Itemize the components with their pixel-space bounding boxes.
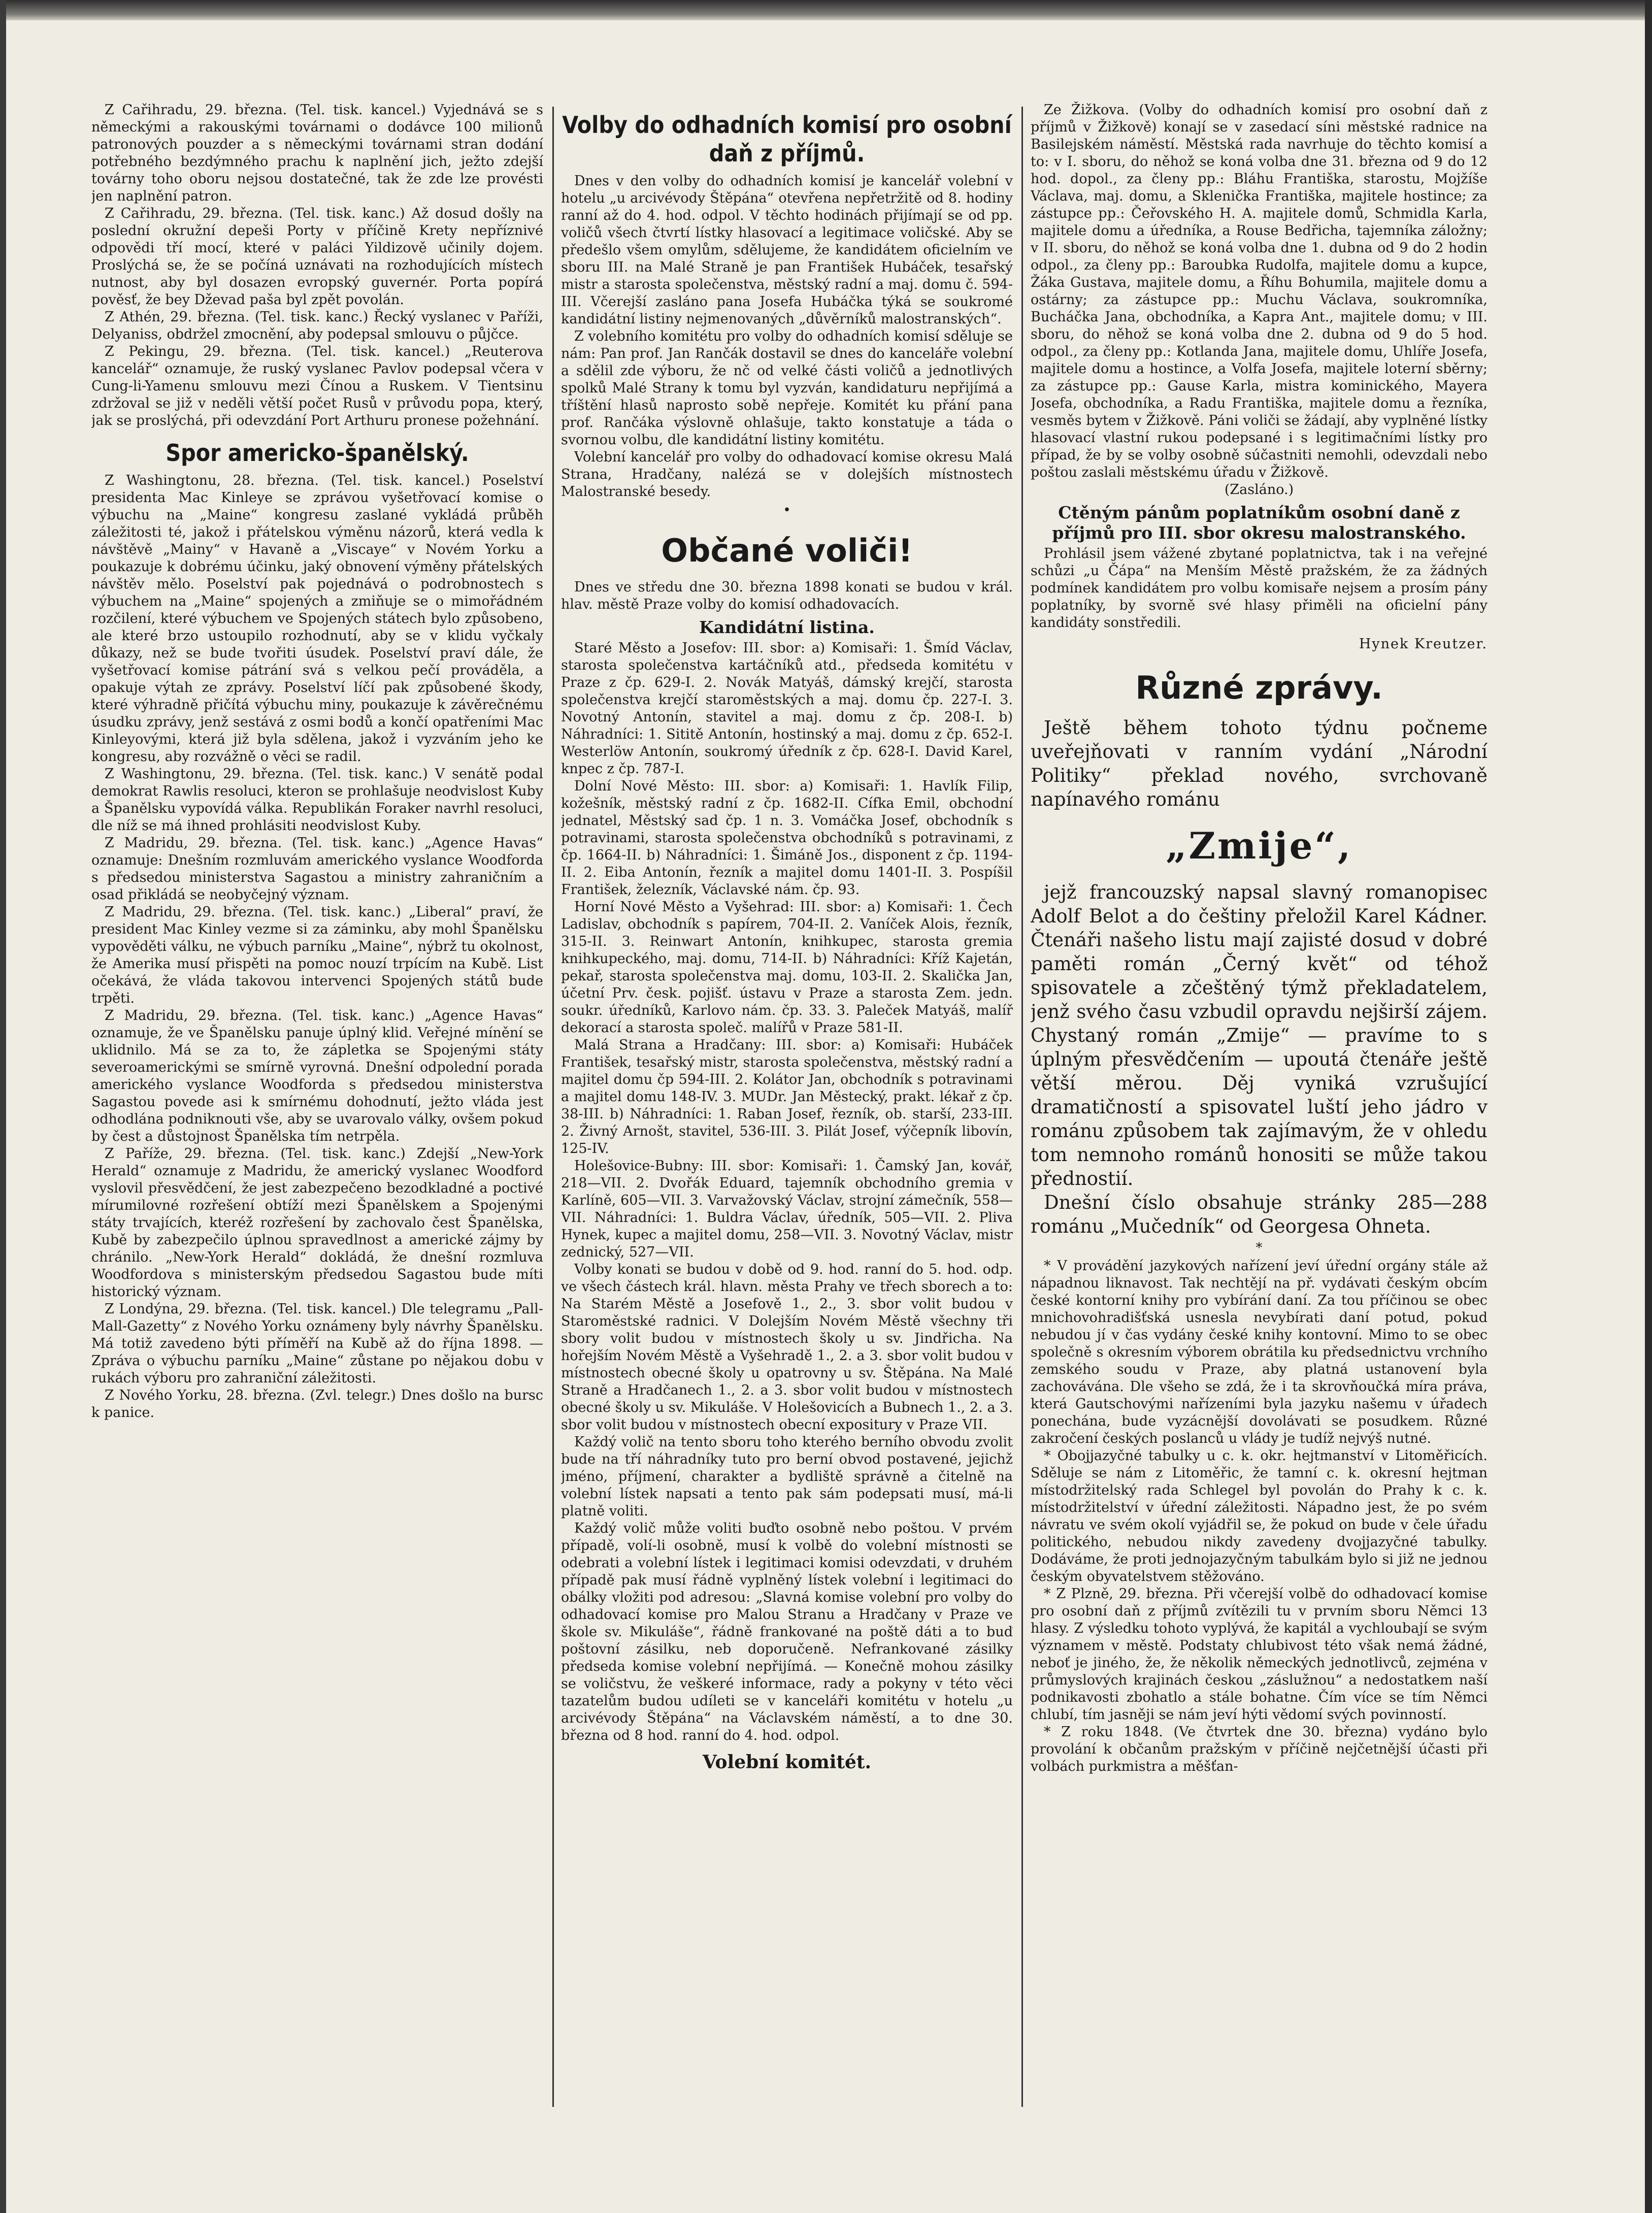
section-heading: Volby do odhadních komisí pro osobní daň z příjmů. [562,111,1012,167]
news-paragraph: Z Cařihradu, 29. března. (Tel. tisk. kancel.) Vyjednává se s německými a rakouskými továrnami o dodávce 100 milionů patronových pouzder a s německými továrnami stran dodání potřebného bezdýmného prachu k naplnění jich, ježto zdejší továrny toho oboru nejsou dostatečné, tak že zde lze provésti jen naplnění patron. [91,102,543,204]
news-paragraph: * Z roku 1848. (Ve čtvrtek dne 30. března) vydáno bylo provolání k občanům pražským v příčině nejčetnější účasti při volbách purkmistra a měšťan- [1031,1724,1488,1774]
candidate-list-paragraph: Horní Nové Město a Vyšehrad: III. sbor: a) Komisaři: 1. Čech Ladislav, obchodník s papírem, 704-II. 2. Vaníček Alois, řezník, 315-II. 3. Reinwart Antonín, knihkupec, starosta gremia knihkupeckého, maj. domu, 714-II. b) Náhradníci: Kříž Kajetán, pekař, starosta společenstva maj. domu, 103-II. 2. Skalička Jan, účetní Prv. česk. pojišť. ústavu v Praze a starosta Zem. jedn. soukr. úředníků, Karlovo nám. čp. 33. 3. Paleček Matyáš, malíř dekorací a starosta společ. malířů v Praze 581-II. [561,899,1013,1036]
candidate-list-paragraph: Malá Strana a Hradčany: III. sbor: a) Komisaři: Hubáček František, tesařský mistr, starosta společenstva, městský radní a majitel domu čp 594-III. 2. Kolátor Jan, obchodník s potravinami a majitel domu 148-IV. 3. MUDr. Jan Městecký, prakt. lékař z čp. 38-III. b) Náhradníci: 1. Raban Josef, řezník, ob. starší, 233-III. 2. Živný Arnošt, stavitel, 536-III. 3. Pilát Josef, výčepník libovín, 125-IV. [561,1037,1013,1157]
news-paragraph: * Z Plzně, 29. března. Při včerejší volbě do odhadovací komise pro osobní daň z příjmů zvítězili tu v prvním sboru Němci 13 hlasy. Z výsledku tohoto vyplývá, že kapitál a vychloubají se svým významem v městě. Podstaty chlubivost této však nemá žádné, neboť je jiného, že, že několik německých jednotlivců, zejména v průmyslových krajinách českou „záslužnou“ a nedostatkem naší podnikavosti zbohatlo a stále bohatne. Čím více se tím Němci chlubí, tím jasněji se nám jeví hýti vědomí svých povinností. [1031,1586,1488,1723]
column-rule [1021,107,1023,2107]
news-paragraph: jejž francouzský napsal slavný romanopisec Adolf Belot a do češtiny přeložil Karel Kádner. Čtenáři našeho listu mají zajisté dosud v dobré paměti román „Černý květ“ od téhož spisovatele a zčeštěný týmž překladatelem, jenž svého času vzbudil opravdu nejširší zájem. Chystaný román „Zmije“ — pravíme to s úplným přesvědčením — upoutá čtenáře ještě větší měrou. Děj vyniká vzrušující dramatičností a spisovatel luští jeho jádro v románu způsobem tak zajímavým, že v ohledu tom nemnoho románů honositi se může takou přednostií. [1031,881,1488,1190]
news-paragraph: Z Nového Yorku, 28. března. (Zvl. telegr.) Dnes došlo na bursc k panice. [91,1388,543,1421]
scan-right-edge [1645,0,1652,2213]
column-right [1031,102,1488,2193]
news-paragraph: Volby konati se budou v době od 9. hod. ranní do 5. hod. odp. ve všech částech král. hlavn. města Prahy ve třech sborech a to: Na Starém Městě a Josefově 1., 2., 3. sbor volit budou v Staroměstské radnici. V Dolejším Novém Městě všechny tři sbory volit budou v místnostech školy u sv. Jindřicha. Na hořejším Novém Městě a Vyšehradě 1., 2. a 3. sbor volit budou v místnostech obecné školy u opatrovny u sv. Štěpána. Na Malé Straně a Hradčanech 1., 2. a 3. sbor volit budou v místnostech obecné školy u sv. Mikuláše. V Holešovicích a Bubnech 1., 2. a 3. sbor volit budou v místnostech obecní expositury v Praze VII. [561,1262,1013,1433]
signature: Volební komitét. [702,1752,872,1773]
column-middle [561,102,1013,2193]
news-paragraph: Z Washingtonu, 28. března. (Tel. tisk. kancel.) Poselství presidenta Mac Kinleye se zprávou vyšetřovací komise o výbuchu na „Maine“ kongresu zaslané vykládá průběh záležitosti té, jakož i přátelskou výměnu názorů, která vedla k návštěvě „Mainy“ v Havaně a „Viscaye“ v Novém Yorku a poukazuje k dobrému účinku, jaký obnovení výměny přátelských návštěv mělo. Poselství pak pojednává o podrobnostech s výbuchem na „Maine“ spojených a zmiňuje se o mimořádném rozčilení, které výbuchem ve Spojených státech bylo způsobeno, ale které brzo ustoupilo rozhodnutí, aby se v klidu vyčkaly důkazy, než se bude tvořiti úsudek. Poselství praví dále, že vyšetřovací komise pátrání svá s velkou pečí prováděla, a opakuje výtah ze zprávy. Poselství líčí pak způsobené škody, které výhradně přičítá výbuchu miny, poukazuje k závěrečnému úsudku zprávy, jenž sestává z osmi bodů a končí opatřeními Mac Kinleyovými, která již byla sdělena, jakož i vyzváním jeho ke kongresu, aby rozvážně o věci se radil. [91,473,543,765]
news-paragraph: Z Londýna, 29. března. (Tel. tisk. kancel.) Dle telegramu „Pall-Mall-Gazetty“ z Nového Yorku oznámeny byly návrhy Španělsku. Má totiž zavedeno býti příměří na Kubě až do října 1898. — Zpráva o výbuchu parníku „Maine“ zůstane po nějakou dobu v rukách výboru pro zahraniční záležitosti. [91,1301,543,1386]
news-paragraph: Z Washingtonu, 29. března. (Tel. tisk. kanc.) V senátě podal demokrat Rawlis resoluci, kteron se prohlašuje neodvislost Kuby a Španělsku vypovídá válka. Republikán Foraker navrhl resoluci, dle níž se má ihned prohlásiti neodvislost Kuby. [91,766,543,834]
news-paragraph: Prohlásil jsem vážené zbytané poplatnictva, tak i na veřejné schůzi „u Čápa“ na Menším Městě pražském, že za žádných podmínek kandidátem pro volbu komisaře nejsem a prosím pány poplatníky, by svorně své hlasy přiměli na oficielní pány kandidáty sonstředili. [1031,546,1488,631]
news-paragraph: Dnes ve středu dne 30. března 1898 konati se budou v král. hlav. městě Praze volby do komisí odhadovacích. [561,579,1013,612]
news-paragraph: * Obojjazyčné tabulky u c. k. okr. hejtmanství v Litoměřicích. Sděluje se nám z Litoměřic, že tamní c. k. okresní hejtman místodržitelský rada Schlegel byl povolán do Prahy k c. k. místodržitelství v úřední záležitosti. Nápadno jest, že po svém návratu ve svém okolí vyjádřil se, že pokud on bude v čele úřadu politického, nebudou nikdy zavedeny dvojjazyčné tabulky. Dodáváme, že proti jednojazyčným tabulkám bylo si již ne jednou českým obyvatelstvem stěžováno. [1031,1448,1488,1584]
news-paragraph: Z Paříže, 29. března. (Tel. tisk. kanc.) Zdejší „New-York Herald“ oznamuje z Madridu, že americký vyslanec Woodford vyslovil přesvědčení, že jest zabezpečeno bezodkladné a poctivé mírumilovné rozřešení obtíží mezi Španělskem a Spojenými státy trvajících, kteréž rozřešení by zachovalo čest Španělska, Kubě by zabezpečilo úplnou spravedlnost a americké zájmy by chránilo. „New-York Herald“ dokládá, že dnešní rozmluva Woodfordova s ministerským předsedou Sagastou bude míti historický význam. [91,1146,543,1300]
news-paragraph: Z Madridu, 29. března. (Tel. tisk. kanc.) „Liberal“ praví, že president Mac Kinley vezme si za záminku, aby mohl Španělsku vypověděti válku, ne výbuch parníku „Maine“, nýbrž tu okolnost, že Amerika musí přispěti na pomoc nouzí trpícím na Kubě. List očekává, že vláda takovou intervenci Spojených států bude trpěti. [91,904,543,1006]
ornament: • [783,503,791,518]
news-paragraph: Ze Žižkova. (Volby do odhadních komisí pro osobní daň z příjmů v Žižkově) konají se v zasedací síni městské radnice na Basilejském náměstí. Městská rada navrhuje do těchto komisí a to: v I. sboru, do něhož se koná volba dne 31. března od 9 do 12 hod. dopol., za členy pp.: Bláhu Františka, starostu, Mojžíše Václava, maj. domu, a Sklenička Františka, majitele hostince; za zástupce pp.: Čeřovského H. A. majitele domů, Schmidla Karla, majitele domu a úředníka, a Rouse Bedřicha, tajemníka záložny; v II. sboru, do něhož se koná volba dne 1. dubna od 9 do 2 hodin odpol., za členy pp.: Baroubka Rudolfa, majitele domu a kupce, Žáka Gustava, majitele domu, a Říhu Bohumila, majitele domu a ostárny; za zástupce pp.: Muchu Václava, soukromníka, Bucháčka Jana, obchodníka, a Kapra Ant., majitele domu; v III. sboru, do něhož se koná volba dne 2. dubna od 9 do 5 hod. odpol., za členy pp.: Kotlanda Jana, majitele domu, Uhlíře Josefa, majitele domu a hostince, a Volfa Josefa, majitele loterní sběrny; za zástupce pp.: Gause Karla, mistra kominického, Mayera Josefa, obchodníka, a Radu Františka, majitele domu a řezníka, vesměs bytem v Žižkově. Páni voliči se žádají, aby vyplněné lístky hlasovací vlastní rukou podepsané i s legitimačními lístky pro případ, že by se volby osobně súčastniti nemohli, odevzdali nebo poštou zaslali městskému úřadu v Žižkově. [1031,102,1488,480]
candidate-list-paragraph: Dolní Nové Město: III. sbor: a) Komisaři: 1. Havlík Filip, kožešník, městský radní z čp. 1682-II. Cífka Emil, obchodní jednatel, Městský sad čp. 1 n. 3. Vomáčka Josef, obchodník s potravinami, starosta společenstva obchodníků s potravinami, z čp. 1664-II. b) Náhradníci: 1. Šimáně Jos., disponent z čp. 1194-II. 2. Eiba Antonín, řezník a majitel domu 1401-II. 3. Pospíšil František, železník, Václavské nám. čp. 93. [561,778,1013,898]
news-paragraph: Dnešní číslo obsahuje stránky 285—288 románu „Mučedník“ od Georgesa Ohneta. [1031,1192,1488,1237]
announcement-heading: Občané voliči! [661,532,913,569]
news-paragraph: Z volebního komitétu pro volby do odhadních komisí sděluje se nám: Pan prof. Jan Rančák dostavil se dnes do kanceláře volební a sdělil zde výboru, že nč od velké části voličů a jednotlivých spolků Malé Strany k tomu byl vyzván, kandidaturu nepřijímá a tříštění hlasů naprosto sobě nepřeje. Komitét ku přání pana prof. Rančáka výslovně ohlašuje, takto konstatuje a táda o svornou volbu, dle kandidátní listiny komitétu. [561,328,1013,448]
ornament: * [1255,1240,1263,1256]
news-paragraph: Z Athén, 29. března. (Tel. tisk. kanc.) Řecký vyslanec v Paříži, Delyaniss, obdržel zmocnění, aby podepsal smlouvu o půjčce. [91,309,543,342]
scan-top-edge [0,0,1652,20]
scan-left-edge [0,0,6,2213]
subheading: Ctěným pánům poplatníkům osobní daně z příjmů pro III. sbor okresu malostranského. [1052,503,1466,543]
news-paragraph: Každý volič na tento sboru toho kterého berního obvodu zvolit bude na tří náhradníky tuto pro berní obvod postavené, jejichž jméno, příjmení, charakter a bydliště správně a čitelně na volební lístek napsati a tento pak sám podepsati musí, má-li platně voliti. [561,1434,1013,1519]
section-heading: Spor americko-španělský. [166,439,469,467]
news-paragraph: Z Madridu, 29. března. (Tel. tisk. kanc.) „Agence Havas“ oznamuje, že ve Španělsku panuje úplný klid. Veřejné mínění se uklidnilo. Má se za to, že zápletka se Spojenými státy severoamerickými se smírně vyrovná. Dnešní odpolední porada amerického vyslance Woodforda s předsedou ministerstva Sagastou povede asi k smírnému dohodnutí, ježto vláda jest odhodlána podniknouti vše, aby se uvarovalo války, ovšem pokud by čest a důstojnost Španělska tím netrpěla. [91,1008,543,1144]
news-paragraph: Dnes v den volby do odhadních komisí je kancelář volební v hotelu „u arcivévody Štěpána“ otevřena nepřetržitě od 8. hodiny ranní až do 4. hod. odpol. V těchto hodinách přijímají se od pp. voličů všech čtvrtí lístky hlasovací a legitimace voličské. Aby se předešlo všem omylům, sdělujeme, že kandidátem oficielním ve sboru III. na Malé Straně je pan František Hubáček, tesařský mistr a starosta společenstva, městský radní a maj. domu č. 594-III. Včerejší zasláno pana Josefa Hubáčka týká se soukromé kandidátní listiny nejmenovaných „důvěrníků malostranských“. [561,173,1013,327]
news-paragraph: Z Cařihradu, 29. března. (Tel. tisk. kanc.) Až dosud došly na poslední okružní depeši Porty v příčině Krety nepříznivé odpovědi tří mocí, které v paláci Yildizově učinily dojem. Proslýchá se, že se počíná uznávati na rozhodujících místech nutnost, aby byl dosazen evropský guvernér. Porta popírá pověsť, že bey Dževad paša byl zpět povolán. [91,206,543,308]
section-heading: Různé zprávy. [1135,669,1383,706]
column-left [91,102,543,2193]
column-rule [552,107,554,2107]
news-paragraph: Ještě během tohoto týdnu počneme uveřejňovati v ranním vydání „Národní Politiky“ překlad nového, svrchovaně napínavého románu [1031,717,1488,810]
news-paragraph: Volební kancelář pro volby do odhadovací komise okresu Malá Strana, Hradčany, nalézá se v dolejších místnostech Malostranské besedy. [561,449,1013,500]
zaslano-label: (Zasláno.) [1224,482,1294,498]
news-paragraph: Každý volič může voliti buďto osobně nebo poštou. V prvém případě, volí-li osobně, musí k volbě do volební místnosti se odebrati a volební lístek i legitimaci komisi odevzdati, v druhém případě pak musí řádně vyplněný lístek volební i legitimaci do obálky vložiti pod adresou: „Slavná komise volební pro volby do odhadovací komise pro Malou Stranu a Hradčany v Praze ve škole sv. Mikuláše“, řádně frankované na poště dáti a to buď poštovní zásilku, neb doporučeně. Nefrankované zásilky předseda komise volební nepřijímá. — Konečně mohou zásilky se voličstvu, že veškeré informace, rady a pokyny v této věci tazatelům budou udíleti se v kanceláři komitétu v hotelu „u arcivévody Štěpána“ na Václavském náměstí, a to dne 30. března od 8 hod. ranní do 4. hod. odpol. [561,1521,1013,1743]
candidate-list-paragraph: Holešovice-Bubny: III. sbor: Komisaři: 1. Čamský Jan, kovář, 218—VII. 2. Dvořák Eduard, tajemník obchodního gremia v Karlíně, 605—VII. 3. Varvažovský Václav, strojní zámečník, 558—VII. Náhradníci: 1. Buldra Václav, úředník, 505—VII. 2. Pliva Hynek, kupec a majitel domu, 258—VII. 3. Novotný Václav, mistr zednický, 527—VII. [561,1158,1013,1260]
candidate-list-paragraph: Staré Město a Josefov: III. sbor: a) Komisaři: 1. Šmíd Václav, starosta společenstva kartáčníků atd., předseda komitétu v Praze z čp. 629-I. 2. Novák Matyáš, dámský krejčí, starosta společenstva krejčí staroměstských a maj. domu čp. 227-I. 3. Novotný Antonín, stavitel a maj. domu z čp. 208-I. b) Náhradníci: 1. Sititě Antonín, hostinský a maj. domu z čp. 652-I. Westerlöw Antonín, soukromý úředník z čp. 628-I. David Karel, knpec z čp. 787-I. [561,640,1013,777]
news-paragraph: * V provádění jazykových nařízení jeví úřední orgány stále až nápadnou liknavost. Tak nechtějí na př. vydávati českým obcím české kontorní knihy pro vybírání daní. Za tou příčinou se obec mnichovohradišťská usnesla nevybírati daní potud, pokud nebudou jí v čas vydány české knihy kontovní. Mimo to se obec společně s okresním výborem obrátila ku předsednictvu vrchního zemského soudu v Praze, aby platná ustanovení byla zachovávána. Dle všeho se zdá, že i ta skrovňoučká míra práva, která Gautschovými nařízeními byla jazyku našemu v úřadech ponechána, bude vyzácnější dovolávati se posudkem. Různé zakročení českých poslanců u vlády je tudíž nejvýš nutné. [1031,1258,1488,1446]
novel-title: „Zmije“, [1166,824,1352,867]
signature: Hynek Kreutzer. [1359,636,1488,652]
news-paragraph: Z Pekingu, 29. března. (Tel. tisk. kancel.) „Reuterova kancelář“ oznamuje, že ruský vyslanec Pavlov podepsal včera v Cung-li-Yamenu smlouvu mezi Čínou a Ruskem. V Tientsinu zdržoval se již v neděli větší počet Rusů v průvodu popa, který, jak se proslýchá, při odevzdání Port Arthuru pronese požehnání. [91,344,543,428]
subheading: Kandidátní listina. [699,617,875,637]
news-paragraph: Z Madridu, 29. března. (Tel. tisk. kanc.) „Agence Havas“ oznamuje: Dnešním rozmluvám amerického vyslance Woodforda s předsedou ministerstva Sagastou a ministry zahraničním a osad přikládá se neobyčejný význam. [91,835,543,903]
